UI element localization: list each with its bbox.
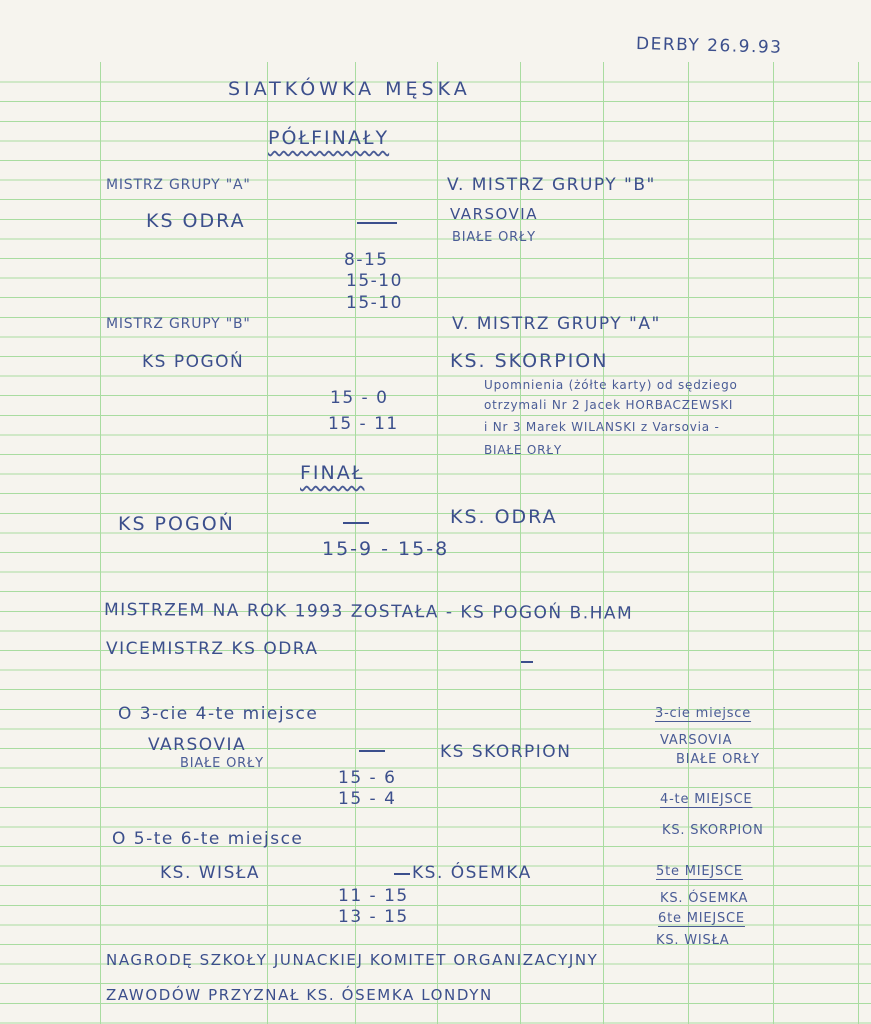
dash-mark <box>521 661 533 663</box>
page-title: SIATKÓWKA MĘSKA <box>228 78 471 100</box>
referee-note-line: otrzymali Nr 2 Jacek HORBACZEWSKI <box>484 398 734 412</box>
third-place-score: 15 - 6 <box>338 768 397 788</box>
ruling-line <box>688 62 689 1024</box>
standings-sixth-label: 6te MIEJSCE <box>658 911 745 926</box>
semifinal1-score: 15-10 <box>346 293 403 313</box>
third-place-team-a-line1: VARSOVIA <box>148 735 247 755</box>
standings-fourth-team: KS. SKORPION <box>662 823 764 838</box>
standings-fifth-team: KS. ÓSEMKA <box>660 891 749 906</box>
semifinal2-score: 15 - 0 <box>330 388 389 408</box>
final-heading: FINAŁ <box>300 462 365 484</box>
third-place-score: 15 - 4 <box>338 789 397 809</box>
semifinal1-team-b-line2: BIAŁE ORŁY <box>452 230 536 245</box>
referee-note-line: BIAŁE ORŁY <box>484 443 562 457</box>
vs-dash <box>357 222 397 224</box>
standings-sixth-team: KS. WISŁA <box>656 933 730 948</box>
standings-third-team: BIAŁE ORŁY <box>676 752 760 767</box>
champion-line: MISTRZEM NA ROK 1993 ZOSTAŁA - KS POGOŃ B.HAM <box>103 600 634 624</box>
footer-line: ZAWODÓW PRZYZNAŁ KS. ÓSEMKA LONDYN <box>106 986 493 1004</box>
semifinal1-score: 8-15 <box>344 250 389 270</box>
semifinal2-score: 15 - 11 <box>328 414 399 434</box>
fifth-place-score: 13 - 15 <box>338 907 409 927</box>
semifinal2-left-label: MISTRZ GRUPY "B" <box>106 316 251 332</box>
ruling-line <box>773 62 774 1024</box>
fifth-place-team-a: KS. WISŁA <box>160 863 261 883</box>
third-place-team-a-line2: BIAŁE ORŁY <box>180 756 264 771</box>
final-team-b: KS. ODRA <box>450 506 558 528</box>
ruling-line <box>603 62 604 1024</box>
final-team-a: KS POGOŃ <box>118 513 235 535</box>
fifth-place-score: 11 - 15 <box>338 886 409 906</box>
ruling-line <box>267 62 268 1024</box>
standings-third-label: 3-cie miejsce <box>655 706 752 721</box>
semifinal1-right-label: V. MISTRZ GRUPY "B" <box>447 175 656 195</box>
semifinal1-team-a: KS ODRA <box>146 210 246 232</box>
semifinal2-team-a: KS POGOŃ <box>142 352 245 372</box>
semifinal2-team-b: KS. SKORPION <box>450 350 609 372</box>
semifinal1-team-b-line1: VARSOVIA <box>450 205 538 223</box>
referee-note-line: i Nr 3 Marek WILANSKI z Varsovia - <box>484 420 720 434</box>
vs-dash <box>343 522 369 524</box>
final-score: 15-9 - 15-8 <box>322 538 450 560</box>
vice-champion-line: VICEMISTRZ KS ODRA <box>106 639 319 659</box>
fifth-place-team-b: KS. ÓSEMKA <box>412 863 532 883</box>
vs-dash <box>359 750 385 752</box>
referee-note-line: Upomnienia (żółte karty) od sędziego <box>484 378 738 392</box>
standings-third-team: VARSOVIA <box>660 733 733 748</box>
semifinal1-left-label: MISTRZ GRUPY "A" <box>106 177 251 193</box>
standings-fourth-label: 4-te MIEJSCE <box>660 792 753 807</box>
semifinal2-right-label: V. MISTRZ GRUPY "A" <box>452 314 661 334</box>
third-place-team-b: KS SKORPION <box>440 742 572 762</box>
header-date: DERBY 26.9.93 <box>635 34 783 58</box>
vs-dash <box>394 873 410 875</box>
semifinal1-score: 15-10 <box>346 271 403 291</box>
third-place-heading: O 3-cie 4-te miejsce <box>118 704 319 724</box>
fifth-place-heading: O 5-te 6-te miejsce <box>112 829 304 849</box>
footer-line: NAGRODĘ SZKOŁY JUNACKIEJ KOMITET ORGANIZACYJNY <box>106 951 599 969</box>
semifinals-heading: PÓŁFINAŁY <box>268 127 390 149</box>
ruling-line <box>100 62 101 1024</box>
standings-fifth-label: 5te MIEJSCE <box>656 864 743 879</box>
ruling-line <box>858 62 859 1024</box>
